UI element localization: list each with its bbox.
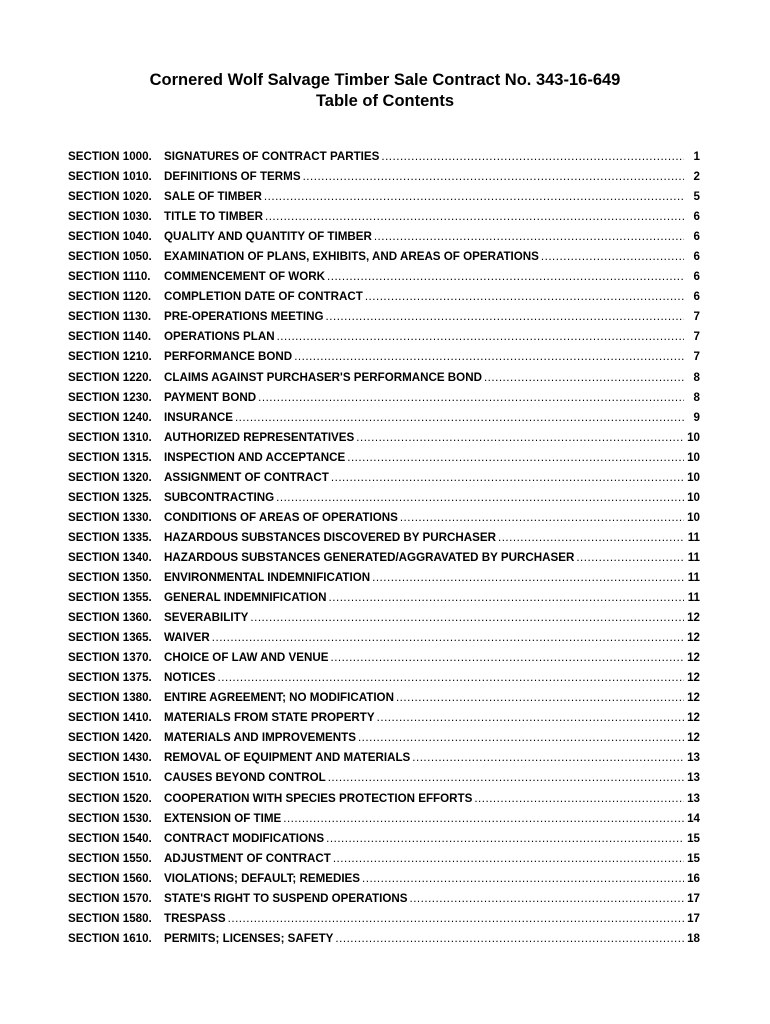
toc-page-number: 12 — [687, 731, 700, 745]
toc-page-number: 10 — [687, 470, 700, 484]
toc-page-number: 10 — [687, 510, 700, 524]
toc-page-number: 6 — [693, 270, 700, 284]
toc-dot-leader — [356, 431, 684, 444]
toc-entry[interactable] — [68, 350, 700, 370]
toc-dot-leader — [330, 651, 684, 664]
toc-section-title: TRESPASS — [164, 911, 226, 925]
toc-dot-leader — [228, 912, 684, 925]
toc-entry[interactable] — [68, 150, 700, 170]
toc-section-title: QUALITY AND QUANTITY OF TIMBER — [164, 230, 372, 244]
toc-page-number: 7 — [693, 310, 700, 324]
toc-page-number: 12 — [687, 651, 700, 665]
toc-dot-leader — [283, 812, 684, 825]
toc-section-number: SECTION 1330. — [68, 510, 152, 524]
toc-entry[interactable] — [68, 270, 700, 290]
toc-section-number: SECTION 1410. — [68, 711, 152, 725]
toc-section-title: PERFORMANCE BOND — [164, 350, 293, 364]
toc-entry[interactable] — [68, 731, 700, 751]
toc-dot-leader — [276, 491, 684, 504]
toc-section-title: REMOVAL OF EQUIPMENT AND MATERIALS — [164, 751, 411, 765]
toc-dot-leader — [303, 170, 684, 183]
toc-page-number: 12 — [687, 711, 700, 725]
toc-section-title: TITLE TO TIMBER — [164, 210, 263, 224]
toc-section-number: SECTION 1560. — [68, 871, 152, 885]
toc-section-number: SECTION 1030. — [68, 210, 152, 224]
toc-dot-leader — [412, 751, 684, 764]
toc-page-number: 13 — [687, 751, 700, 765]
toc-page-number: 7 — [693, 350, 700, 364]
toc-dot-leader — [396, 691, 684, 704]
toc-section-number: SECTION 1375. — [68, 671, 152, 685]
toc-dot-leader — [329, 591, 684, 604]
toc-entry[interactable] — [68, 691, 700, 711]
toc-section-title: MATERIALS AND IMPROVEMENTS — [164, 731, 356, 745]
toc-page-number: 12 — [687, 631, 700, 645]
toc-section-title: ENVIRONMENTAL INDEMNIFICATION — [164, 570, 371, 584]
toc-section-title: PAYMENT BOND — [164, 390, 257, 404]
toc-section-title: COOPERATION WITH SPECIES PROTECTION EFFORTS — [164, 791, 473, 805]
toc-entry[interactable] — [68, 170, 700, 190]
toc-section-title: AUTHORIZED REPRESENTATIVES — [164, 430, 355, 444]
toc-dot-leader — [333, 852, 684, 865]
toc-section-title: SIGNATURES OF CONTRACT PARTIES — [164, 150, 380, 163]
toc-dot-leader — [250, 611, 684, 624]
toc-section-title: HAZARDOUS SUBSTANCES DISCOVERED BY PURCHASER — [164, 530, 496, 544]
toc-dot-leader — [328, 771, 684, 784]
toc-section-number: SECTION 1220. — [68, 370, 152, 384]
toc-dot-leader — [374, 230, 684, 243]
toc-dot-leader — [326, 832, 684, 845]
toc-dot-leader — [277, 330, 684, 343]
toc-entry[interactable] — [68, 832, 700, 852]
table-of-contents — [68, 150, 700, 952]
toc-page-number: 7 — [693, 330, 700, 344]
toc-dot-leader — [498, 531, 684, 544]
toc-page-number: 15 — [687, 831, 700, 845]
toc-page-number: 16 — [687, 871, 700, 885]
toc-entry[interactable] — [68, 330, 700, 350]
toc-section-title: INSURANCE — [164, 410, 233, 424]
toc-section-number: SECTION 1430. — [68, 751, 152, 765]
toc-page-number: 10 — [687, 490, 700, 504]
toc-section-title: COMMENCEMENT OF WORK — [164, 270, 326, 284]
toc-section-number: SECTION 1230. — [68, 390, 152, 404]
toc-section-number: SECTION 1000. — [68, 150, 152, 163]
toc-section-number: SECTION 1310. — [68, 430, 152, 444]
toc-page-number: 13 — [687, 771, 700, 785]
toc-section-number: SECTION 1040. — [68, 230, 152, 244]
toc-entry[interactable] — [68, 210, 700, 230]
toc-section-title: CONTRACT MODIFICATIONS — [164, 831, 325, 845]
toc-section-number: SECTION 1420. — [68, 731, 152, 745]
toc-dot-leader — [409, 892, 684, 905]
toc-section-title: VIOLATIONS; DEFAULT; REMEDIES — [164, 871, 361, 885]
toc-page-number: 6 — [693, 290, 700, 304]
toc-section-number: SECTION 1315. — [68, 450, 152, 464]
toc-page-number: 9 — [693, 410, 700, 424]
toc-entry[interactable] — [68, 431, 700, 451]
toc-page-number: 15 — [687, 851, 700, 865]
document-title: Cornered Wolf Salvage Timber Sale Contract No. 343-16-649 — [149, 71, 621, 89]
toc-section-number: SECTION 1335. — [68, 530, 152, 544]
toc-page-number: 12 — [687, 691, 700, 705]
toc-page-number: 8 — [693, 390, 700, 404]
toc-entry[interactable] — [68, 391, 700, 411]
toc-section-title: CAUSES BEYOND CONTROL — [164, 771, 326, 785]
toc-dot-leader — [347, 451, 684, 464]
toc-entry[interactable] — [68, 912, 700, 932]
toc-entry[interactable] — [68, 751, 700, 771]
toc-dot-leader — [358, 731, 684, 744]
toc-dot-leader — [212, 631, 684, 644]
toc-section-number: SECTION 1530. — [68, 811, 152, 825]
toc-section-title: NOTICES — [164, 671, 216, 685]
toc-dot-leader — [576, 551, 684, 564]
toc-section-number: SECTION 1365. — [68, 631, 152, 645]
toc-section-title: ENTIRE AGREEMENT; NO MODIFICATION — [164, 691, 394, 705]
toc-page-number: 11 — [687, 530, 700, 544]
toc-section-number: SECTION 1320. — [68, 470, 152, 484]
toc-entry[interactable] — [68, 671, 700, 691]
toc-page-number: 12 — [687, 671, 700, 685]
toc-dot-leader — [218, 671, 684, 684]
toc-dot-leader — [235, 411, 684, 424]
toc-section-number: SECTION 1020. — [68, 190, 152, 204]
toc-dot-leader — [362, 872, 684, 885]
toc-dot-leader — [264, 190, 684, 203]
toc-section-number: SECTION 1570. — [68, 891, 152, 905]
toc-section-title: ADJUSTMENT OF CONTRACT — [164, 851, 331, 865]
toc-page-number: 2 — [693, 170, 700, 184]
toc-page-number: 18 — [687, 931, 700, 945]
toc-entry[interactable] — [68, 611, 700, 631]
toc-section-number: SECTION 1120. — [68, 290, 152, 304]
toc-entry[interactable] — [68, 290, 700, 310]
toc-section-number: SECTION 1210. — [68, 350, 152, 364]
toc-entry[interactable] — [68, 651, 700, 671]
toc-section-title: MATERIALS FROM STATE PROPERTY — [164, 711, 375, 725]
toc-page-number: 6 — [693, 250, 700, 264]
toc-dot-leader — [331, 471, 684, 484]
toc-dot-leader — [541, 250, 684, 263]
toc-section-title: OPERATIONS PLAN — [164, 330, 275, 344]
toc-entry[interactable] — [68, 250, 700, 270]
toc-section-title: COMPLETION DATE OF CONTRACT — [164, 290, 363, 304]
toc-page-number: 14 — [687, 811, 700, 825]
toc-page-number: 13 — [687, 791, 700, 805]
toc-dot-leader — [474, 792, 684, 805]
toc-section-number: SECTION 1580. — [68, 911, 152, 925]
toc-entry[interactable] — [68, 932, 700, 952]
toc-dot-leader — [326, 310, 684, 323]
toc-section-number: SECTION 1370. — [68, 651, 152, 665]
toc-entry[interactable] — [68, 190, 700, 210]
toc-section-number: SECTION 1140. — [68, 330, 152, 344]
toc-section-title: HAZARDOUS SUBSTANCES GENERATED/AGGRAVATED BY PURCHASER — [164, 550, 575, 564]
toc-section-title: SUBCONTRACTING — [164, 490, 275, 504]
toc-section-title: ASSIGNMENT OF CONTRACT — [164, 470, 329, 484]
toc-section-title: CLAIMS AGAINST PURCHASER'S PERFORMANCE BOND — [164, 370, 482, 384]
toc-entry[interactable] — [68, 451, 700, 471]
toc-entry[interactable] — [68, 551, 700, 571]
toc-section-title: EXTENSION OF TIME — [164, 811, 282, 825]
toc-page-number: 17 — [687, 891, 700, 905]
toc-section-title: WAIVER — [164, 631, 210, 645]
toc-page-number: 1 — [693, 150, 700, 163]
toc-page-number: 8 — [693, 370, 700, 384]
toc-section-title: PRE-OPERATIONS MEETING — [164, 310, 324, 324]
toc-section-number: SECTION 1050. — [68, 250, 152, 264]
toc-entry[interactable] — [68, 711, 700, 731]
toc-section-number: SECTION 1130. — [68, 310, 152, 324]
toc-entry[interactable] — [68, 371, 700, 391]
toc-entry[interactable] — [68, 310, 700, 330]
toc-page-number: 11 — [687, 570, 700, 584]
toc-dot-leader — [327, 270, 684, 283]
toc-page-number: 11 — [687, 550, 700, 564]
toc-page-number: 17 — [687, 911, 700, 925]
toc-entry[interactable] — [68, 892, 700, 912]
toc-entry[interactable] — [68, 812, 700, 832]
toc-entry[interactable] — [68, 631, 700, 651]
toc-section-title: CONDITIONS OF AREAS OF OPERATIONS — [164, 510, 398, 524]
toc-section-number: SECTION 1355. — [68, 591, 152, 605]
toc-section-title: EXAMINATION OF PLANS, EXHIBITS, AND AREAS OF OPERATIONS — [164, 250, 539, 264]
document-subtitle: Table of Contents — [315, 92, 455, 110]
toc-dot-leader — [265, 210, 684, 223]
toc-entry[interactable] — [68, 771, 700, 791]
title-block — [0, 70, 770, 112]
toc-page-number: 6 — [693, 210, 700, 224]
toc-dot-leader — [377, 711, 684, 724]
toc-section-number: SECTION 1240. — [68, 410, 152, 424]
toc-page-number: 12 — [687, 611, 700, 625]
toc-section-title: SALE OF TIMBER — [164, 190, 262, 204]
toc-section-number: SECTION 1380. — [68, 691, 152, 705]
toc-entry[interactable] — [68, 872, 700, 892]
toc-section-title: GENERAL INDEMNIFICATION — [164, 591, 327, 605]
toc-dot-leader — [484, 371, 684, 384]
toc-page-number: 11 — [687, 591, 700, 605]
toc-dot-leader — [365, 290, 684, 303]
toc-section-number: SECTION 1010. — [68, 170, 152, 184]
toc-section-number: SECTION 1360. — [68, 611, 152, 625]
toc-entry[interactable] — [68, 531, 700, 551]
toc-section-number: SECTION 1610. — [68, 931, 152, 945]
toc-entry[interactable] — [68, 471, 700, 491]
toc-entry[interactable] — [68, 491, 700, 511]
toc-dot-leader — [372, 571, 684, 584]
toc-dot-leader — [335, 932, 684, 945]
toc-entry[interactable] — [68, 571, 700, 591]
toc-dot-leader — [381, 150, 684, 163]
toc-section-title: CHOICE OF LAW AND VENUE — [164, 651, 329, 665]
toc-section-number: SECTION 1325. — [68, 490, 152, 504]
toc-entry[interactable] — [68, 792, 700, 812]
toc-section-number: SECTION 1110. — [68, 270, 151, 284]
toc-section-title: STATE'S RIGHT TO SUSPEND OPERATIONS — [164, 891, 408, 905]
toc-dot-leader — [400, 511, 684, 524]
toc-section-title: SEVERABILITY — [164, 611, 249, 625]
toc-section-number: SECTION 1550. — [68, 851, 152, 865]
toc-page-number: 10 — [687, 450, 700, 464]
toc-page-number: 10 — [687, 430, 700, 444]
toc-section-number: SECTION 1540. — [68, 831, 152, 845]
toc-dot-leader — [294, 350, 684, 363]
toc-entry[interactable] — [68, 230, 700, 250]
toc-entry[interactable] — [68, 511, 700, 531]
toc-entry[interactable] — [68, 852, 700, 872]
toc-section-title: INSPECTION AND ACCEPTANCE — [164, 450, 346, 464]
toc-page-number: 6 — [693, 230, 700, 244]
toc-section-number: SECTION 1340. — [68, 550, 152, 564]
toc-entry[interactable] — [68, 591, 700, 611]
toc-section-title: PERMITS; LICENSES; SAFETY — [164, 931, 334, 945]
toc-section-number: SECTION 1350. — [68, 570, 152, 584]
toc-dot-leader — [258, 391, 684, 404]
toc-section-title: DEFINITIONS OF TERMS — [164, 170, 301, 184]
toc-section-number: SECTION 1510. — [68, 771, 152, 785]
toc-section-number: SECTION 1520. — [68, 791, 152, 805]
toc-page-number: 5 — [693, 190, 700, 204]
toc-entry[interactable] — [68, 411, 700, 431]
